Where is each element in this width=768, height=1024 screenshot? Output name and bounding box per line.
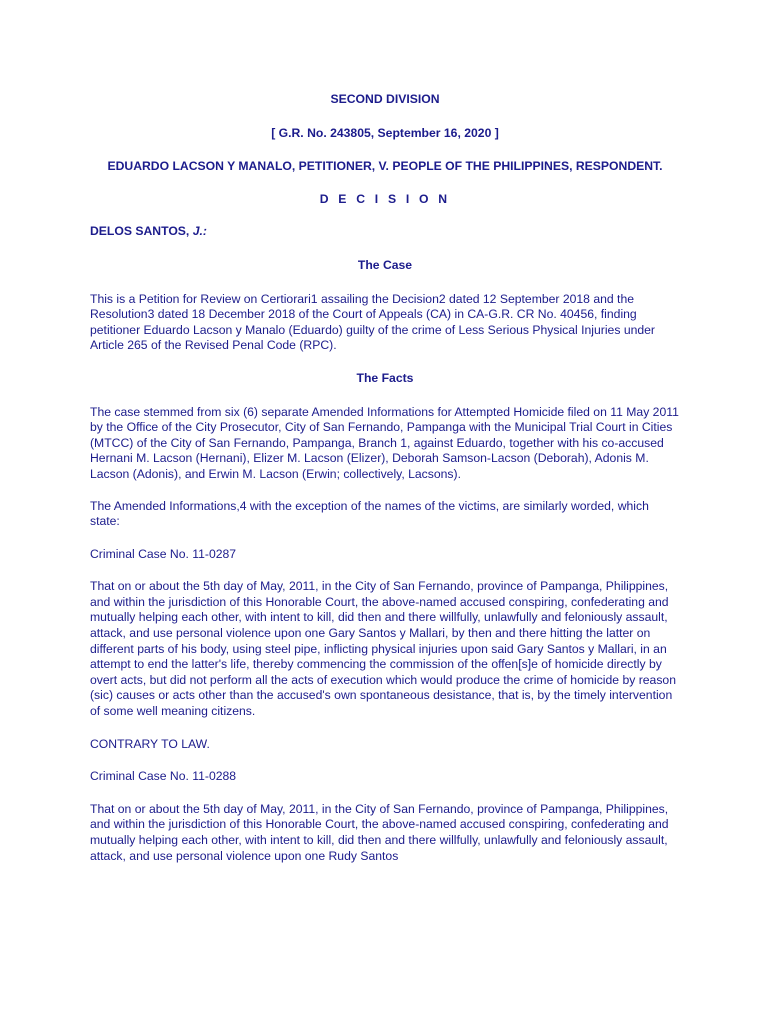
decision-label: D E C I S I O N (319, 191, 451, 206)
ponente (90, 224, 680, 240)
criminal-case-body-2: That on or about the 5th day of May, 2011, in the City of San Fernando, province of Pampanga, Philippines, and within the jurisdiction of this Honorable Court, the above-named accused conspiring, confederating and mutually helping each other, with intent to kill, did then and there willfully, unlawfully and feloniously assault, attack, and use personal violence upon one Rudy Santos (90, 801, 669, 863)
document-page (90, 92, 680, 864)
contrary-to-law: CONTRARY TO LAW. (90, 736, 210, 751)
case-parties: EDUARDO LACSON Y MANALO, PETITIONER, V. PEOPLE OF THE PHILIPPINES, RESPONDENT. (107, 159, 663, 174)
paragraph-facts-1: The case stemmed from six (6) separate Amended Informations for Attempted Homicide filed on 11 May 2011 by the Office of the City Prosecutor, City of San Fernando, Pampanga with the Municipal Trial Court in Cities (MTCC) of the City of San Fernando, Pampanga, Branch 1, against Eduardo, together with his co-accused Hernani M. Lacson (Hernani), Elizer M. Lacson (Elizer), Deborah Samson-Lacson (Deborah), Adonis M. Lacson (Adonis), and Erwin M. Lacson (Erwin; collectively, Lacsons). (90, 404, 679, 481)
division-heading: SECOND DIVISION (330, 92, 440, 106)
section-heading-the-facts: The Facts (356, 370, 414, 385)
case-number: [ G.R. No. 243805, September 16, 2020 ] (271, 125, 499, 140)
criminal-case-body-1: That on or about the 5th day of May, 2011, in the City of San Fernando, province of Pampanga, Philippines, and within the jurisdiction of this Honorable Court, the above-named accused conspiring, confederating and mutually helping each other, with intent to kill, did then and there willfully, unlawfully and feloniously assault, attack, and use personal violence upon one Gary Santos y Mallari, by then and there hitting the latter on different parts of his body, using steel pipe, inflicting physical injuries upon said Gary Santos y Mallari, in an attempt to end the latter's life, thereby commencing the commission of the offen[s]e of homicide directly by overt acts, but did not perform all the acts of execution which would produce the crime of homicide by reason (sic) causes or acts other than the accused's own spontaneous desistance, that is, by the timely intervention of some well meaning citizens. (90, 579, 676, 719)
criminal-case-label-2: Criminal Case No. 11-0288 (90, 769, 237, 784)
ponente-title: J.: (192, 224, 207, 239)
section-heading-the-case: The Case (357, 257, 413, 272)
paragraph-facts-2: The Amended Informations,4 with the exception of the names of the victims, are similarly worded, which state: (90, 498, 649, 529)
paragraph-the-case: This is a Petition for Review on Certiorari1 assailing the Decision2 dated 12 September 2018 and the Resolution3 dated 18 December 2018 of the Court of Appeals (CA) in CA-G.R. CR No. 40456, finding petitioner Eduardo Lacson y Manalo (Eduardo) guilty of the crime of Less Serious Physical Injuries under Article 265 of the Revised Penal Code (RPC). (90, 291, 655, 353)
ponente-name: DELOS SANTOS, (90, 224, 193, 239)
criminal-case-label-1: Criminal Case No. 11-0287 (90, 546, 237, 561)
